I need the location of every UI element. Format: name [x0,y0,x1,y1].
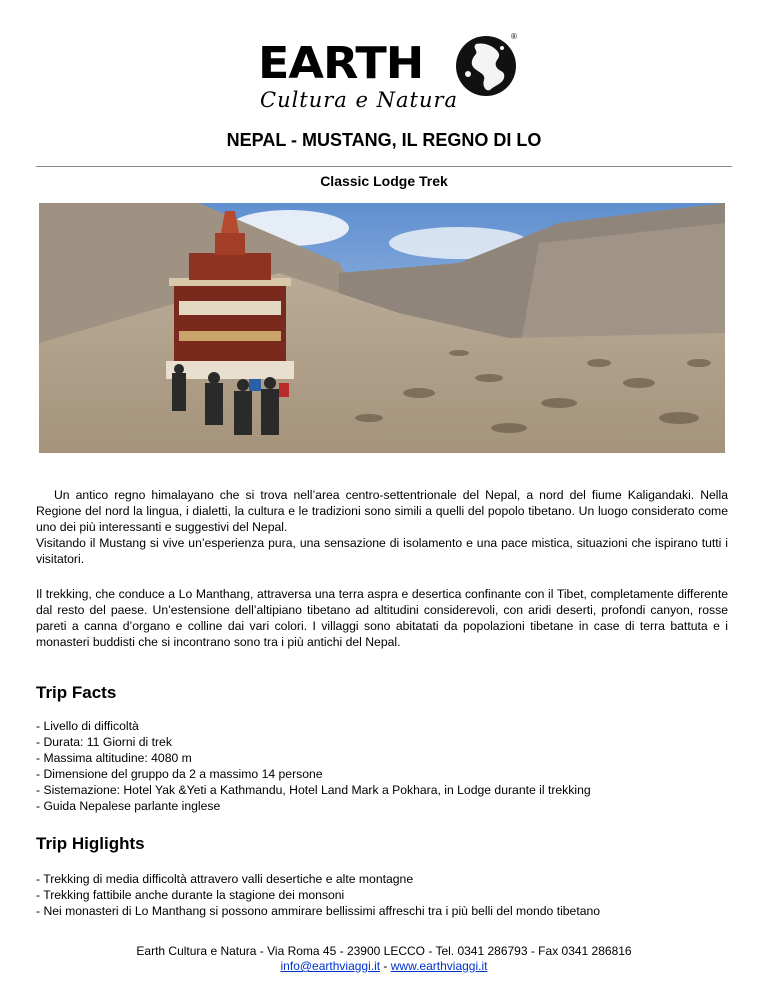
title-divider [36,166,732,167]
list-item: - Guida Nepalese parlante inglese [36,799,221,813]
intro-paragraph-2: Il trekking, che conduce a Lo Manthang, attraversa una terra aspra e desertica confinante con il Tibet, completamente differente dal resto del paese. Un’estensione dell’altipiano tibetano ad altitudini considerevoli, con aridi deserti, profondi canyon, rosse pareti a canna d’organo e colline dai vari colori. I villaggi sono abitatati da popolazioni tibetane in case di terra battuta e i monasteri buddisti che si incontrano sono tra i più antichi del Nepal. [36,587,728,649]
trip-facts-list [36,718,728,814]
footer-address: Earth Cultura e Natura - Via Roma 45 - 23900 LECCO - Tel. 0341 286793 - Fax 0341 286816 [136,944,632,958]
list-item: - Trekking fattibile anche durante la stagione dei monsoni [36,888,345,902]
list-item: - Sistemazione: Hotel Yak &Yeti a Kathmandu, Hotel Land Mark a Pokhara, in Lodge durante il trekking [36,783,591,797]
list-item: - Massima altitudine: 4080 m [36,751,192,765]
earth-logo [258,30,528,114]
registered-mark: ® [511,32,517,41]
footer-separator: - [380,959,391,973]
list-item: - Livello di difficoltà [36,719,139,733]
mustang-landscape-photo [39,203,725,453]
footer-links [0,959,768,974]
trip-facts-heading: Trip Facts [36,683,117,702]
list-item: - Durata: 11 Giorni di trek [36,735,172,749]
intro-text-1: Un antico regno himalayano che si trova nell’area centro-settentrionale del Nepal, a nord del fiume Kaligandaki. Nella Regione del nord la lingua, i dialetti, la cultura e le tradizioni sono simili a quelli del popolo tibetano. Un luogo considerato come uno dei più interessanti e suggestivi del Nepal. [36,488,728,534]
page-subtitle: Classic Lodge Trek [320,173,448,189]
trip-highlights-list [36,871,728,919]
list-item: - Trekking di media difficoltà attravero valli desertiche e alte montagne [36,872,414,886]
list-item: - Dimensione del gruppo da 2 a massimo 14 persone [36,767,323,781]
page-title: NEPAL - MUSTANG, IL REGNO DI LO [226,130,542,150]
trip-highlights-heading: Trip Higlights [36,834,145,853]
logo-tagline: Cultura e Natura [260,88,459,112]
intro-paragraph-1 [36,487,728,567]
website-link[interactable]: www.earthviaggi.it [390,959,488,973]
logo-wordmark: EARTH [258,37,424,89]
page-footer [0,944,768,974]
intro-text-2: Visitando il Mustang si vive un’esperienza pura, una sensazione di isolamento e una pace mistica, situazioni che ispirano tutti i visitatori. [36,536,728,566]
list-item: - Nei monasteri di Lo Manthang si possono ammirare bellissimi affreschi tra i più belli del mondo tibetano [36,904,601,918]
globe-icon [454,34,518,98]
email-link[interactable]: info@earthviaggi.it [280,959,381,973]
